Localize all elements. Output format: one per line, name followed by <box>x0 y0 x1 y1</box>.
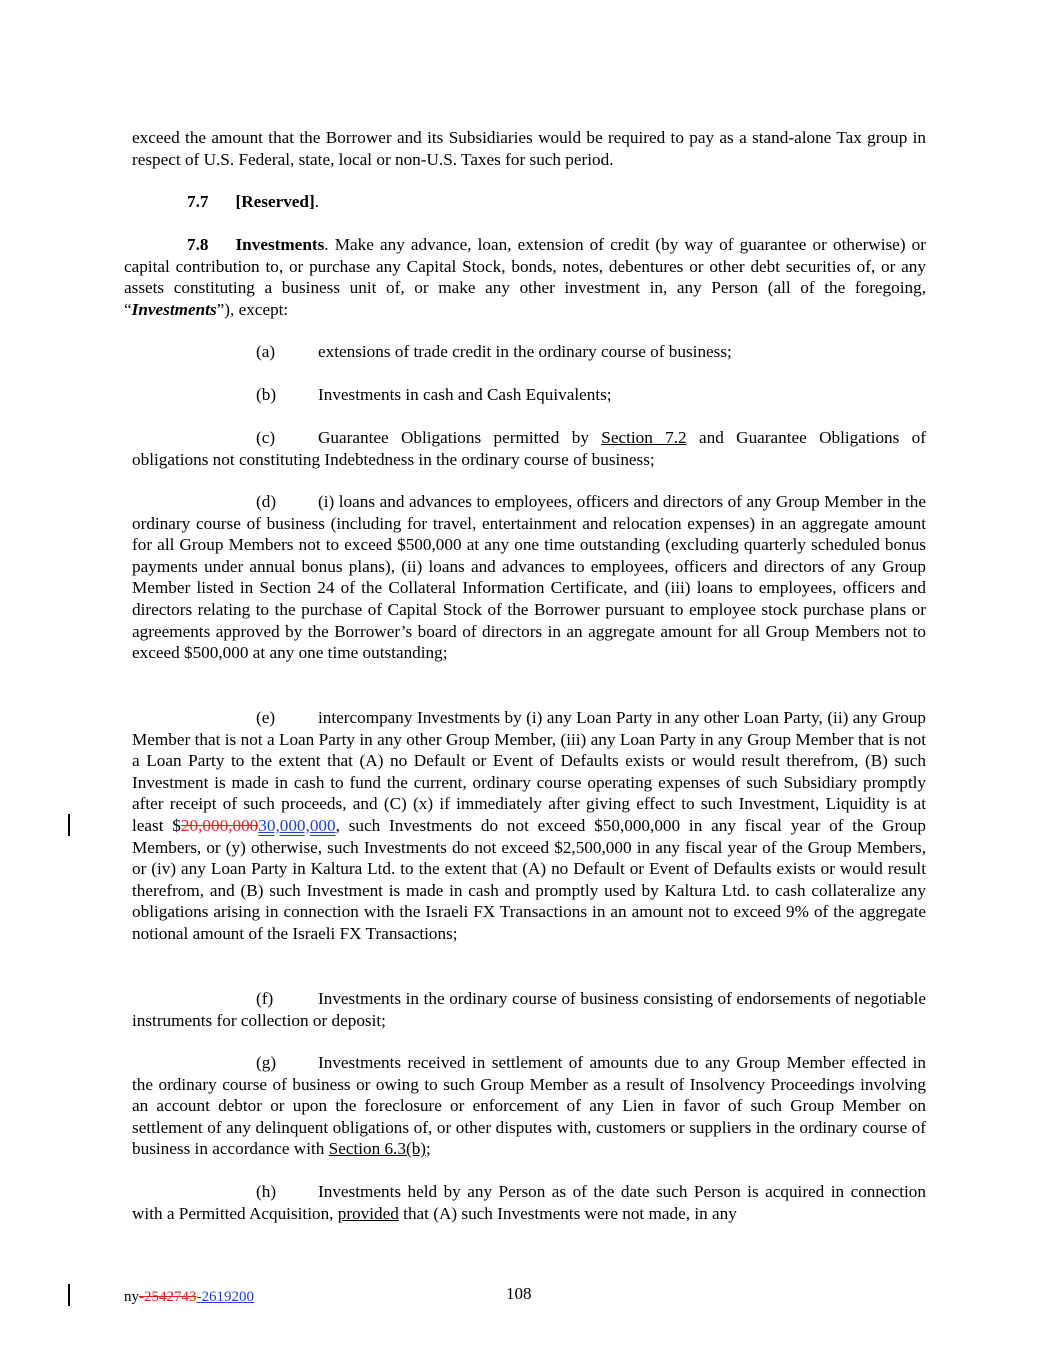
clause-label: (a) <box>256 342 276 361</box>
section-7-8-paragraph: 7.8 Investments. Make any advance, loan, extension of credit (by way of guarantee or otherwise) or capital contribution to, or purchase any Capital Stock, bonds, notes, debentures or other debt securities of, or any assets constituting a business unit of, or make any other investment in, any Person (all of the foregoing, “Investments”), except: <box>124 235 926 319</box>
clause-label: (b) <box>256 385 277 404</box>
clause-label: (g) <box>256 1053 277 1072</box>
footer-change-bar <box>68 1284 70 1306</box>
defined-term: Investments <box>131 299 217 319</box>
section-title: Investments <box>235 235 325 254</box>
footer-doc-id: ny-2542743-2619200 <box>124 1289 254 1305</box>
section-number: 7.7 <box>187 192 209 211</box>
section-number: 7.8 <box>187 235 209 254</box>
clause-e: (e) intercompany Investments by (i) any Loan Party in any other Loan Party, (ii) any Group Member that is not a Loan Party in any other Group Member, (iii) any Loan Party in any Group Member that is not a Loan Party to the extent that (A) no Default or Event of Defaults exists or would result therefrom, (B) such Investment is made in cash to fund the current, ordinary course operating expenses of such Subsidiary promptly after receipt of such proceeds, and (C) (x) if immediately after giving effect to such Investment, Liquidity is at least $20,000,00030,000,000, such Investments do not exceed $50,000,000 in any fiscal year of the Group Members, or (y) otherwise, such Investments do not exceed $2,500,000 in any fiscal year of the Group Members, or (iv) any Loan Party in Kaltura Ltd. to the extent that (A) no Default or Event of Defaults exists or would result therefrom, and (B) such Investment is made in cash and promptly used by Kaltura Ltd. to cash collateralize any obligations arising in connection with the Israeli FX Transactions in an amount not to exceed 9% of the aggregate notional amount of the Israeli FX Transactions; <box>132 708 926 943</box>
clause-label: (d) <box>256 492 277 511</box>
defined-term-provided: provided <box>337 1203 399 1223</box>
continuation-paragraph: exceed the amount that the Borrower and its Subsidiaries would be required to pay as a stand-alone Tax group in respect of U.S. Federal, state, local or non-U.S. Taxes for such period. <box>132 128 926 169</box>
section-7-7-heading: 7.7 [Reserved]. <box>187 192 319 211</box>
inserted-doc-number: -2619200 <box>196 1289 254 1305</box>
clause-g: (g) Investments received in settlement of amounts due to any Group Member effected in the ordinary course of business or owing to such Group Member as a result of Insolvency Proceedings involving an account debtor or upon the foreclosure or enforcement of any Lien in favor of such Group Member on settlement of any delinquent obligations of, or other disputes with, customers or suppliers in the ordinary course of business in accordance with Section 6.3(b); <box>132 1053 926 1159</box>
section-reference-link[interactable]: Section 6.3(b) <box>328 1139 427 1159</box>
clause-d: (d) (i) loans and advances to employees, officers and directors of any Group Member in the ordinary course of business (including for travel, entertainment and relocation expenses) in an aggregate amount for all Group Members not to exceed $500,000 at any one time outstanding (excluding quarterly scheduled bonus payments under annual bonus plans), (ii) loans and advances to employees, officers and directors of any Group Member listed in Section 24 of the Collateral Information Certificate, and (iii) loans to employees, officers and directors relating to the purchase of Capital Stock of the Borrower pursuant to employee stock purchase plans or agreements approved by the Borrower’s board of directors in an aggregate amount for all Group Members not to exceed $500,000 at any one time outstanding; <box>132 492 926 663</box>
clause-h: (h) Investments held by any Person as of the date such Person is acquired in connection with a Permitted Acquisition, provided that (A) such Investments were not made, in any <box>132 1182 926 1223</box>
deleted-amount: 20,000,000 <box>180 815 259 835</box>
clause-a: (a) extensions of trade credit in the ordinary course of business; <box>256 342 732 361</box>
clause-c: (c) Guarantee Obligations permitted by Section 7.2 and Guarantee Obligations of obligations not constituting Indebtedness in the ordinary course of business; <box>132 428 926 469</box>
clause-f: (f) Investments in the ordinary course of business consisting of endorsements of negotiable instruments for collection or deposit; <box>132 989 926 1030</box>
clause-label: (h) <box>256 1182 277 1201</box>
section-reference-link[interactable]: Section 7.2 <box>601 428 687 447</box>
inserted-amount: 30,000,000 <box>258 815 336 835</box>
page-number: 108 <box>506 1284 532 1303</box>
change-bar <box>68 814 70 836</box>
clause-label: (e) <box>256 708 276 727</box>
deleted-doc-number: -2542743 <box>139 1289 197 1305</box>
clause-label: (c) <box>256 428 276 447</box>
section-title: [Reserved] <box>235 192 315 211</box>
clause-label: (f) <box>256 989 274 1008</box>
clause-b: (b) Investments in cash and Cash Equivalents; <box>256 385 612 404</box>
